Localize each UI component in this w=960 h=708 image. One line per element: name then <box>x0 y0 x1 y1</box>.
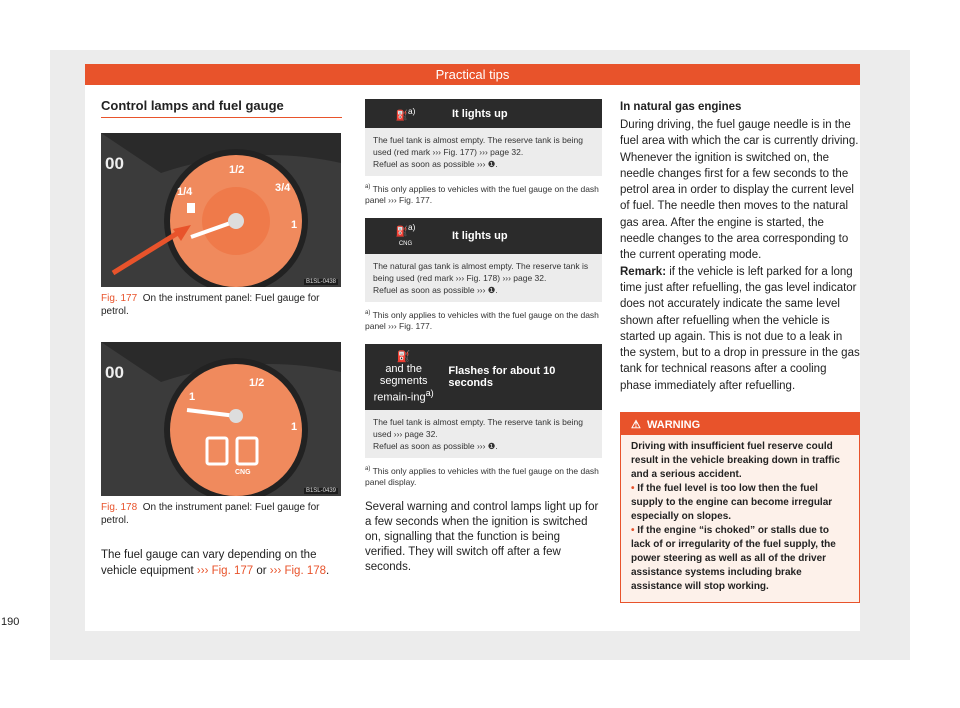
lamp-description <box>365 254 602 302</box>
warning-icon: ⚠ <box>631 419 641 432</box>
footnote-text: This only applies to vehicles with the fuel gauge on the dash panel ››› Fig. 177. <box>365 309 599 331</box>
remark-label: Remark: <box>620 265 667 278</box>
lamp-text: Refuel as soon as possible ››› ❶. <box>373 440 498 451</box>
lamp-text: Refuel as soon as possible ››› ❶. <box>373 159 498 169</box>
warning-box <box>620 412 860 603</box>
warning-bullet-text: If the fuel level is too low then the fuel supply to the engine can become irregular especially on slopes. <box>631 483 833 523</box>
warning-bullet-text: If the engine “is choked” or stalls due to lack of or irregularity of the fuel supply, the power steering as well as all of the driver assistance systems including brake assistance will stop working. <box>631 525 836 593</box>
footnote-text: This only applies to vehicles with the fuel gauge on the dash panel display. <box>365 465 599 487</box>
icon-label: and the segments remain-ing <box>373 362 428 404</box>
chapter-header <box>85 64 860 85</box>
figure-caption-text: On the instrument panel: Fuel gauge for petrol. <box>101 293 320 317</box>
gauge-text: 1/4 <box>177 186 193 198</box>
section-title: Control lamps and fuel gauge <box>101 98 342 118</box>
lamp-title: Flashes for about 10 seconds <box>448 364 556 389</box>
figure-id: B1SL-0438 <box>305 279 336 285</box>
gauge-text: 1 <box>291 421 298 433</box>
footnote <box>365 464 602 488</box>
lamp-row-segments <box>365 344 602 410</box>
warning-body <box>621 435 859 602</box>
gauge-text: CNG <box>235 469 251 476</box>
figure-177 <box>101 133 341 287</box>
warning-intro: Driving with insufficient fuel reserve could result in the vehicle breaking down in traffic and a serious accident. <box>631 441 840 481</box>
body-text-part: . <box>326 565 330 577</box>
lamp-row-fuel <box>365 99 602 128</box>
lamp-text: The natural gas tank is almost empty. The reserve tank is being used (red mark ››› Fig. 178) ››› page 32. <box>373 261 589 284</box>
lamp-row-cng <box>365 218 602 254</box>
column-left <box>101 98 342 579</box>
footnote-ref: a) <box>408 221 416 232</box>
bullet-icon: • <box>631 525 635 537</box>
column-right <box>620 101 860 603</box>
manual-page <box>1 64 860 631</box>
figure-label: Fig. 177 <box>101 293 138 304</box>
figure-id: B1SL-0439 <box>305 488 336 494</box>
gauge-text: 3/4 <box>275 182 291 194</box>
remark-text: if the vehicle is left parked for a long time just after refuelling, the gas level indicator does not accurately indicate the same level shown after refuelling when the vehicle is started up again. This is not due to a leak in the system, but to a drop in pressure in the gas tank for technical reasons after a cooling phase immediately after refuelling. <box>620 265 860 392</box>
figure-178 <box>101 342 341 496</box>
lamp-description <box>365 128 602 176</box>
gauge-text: 1 <box>291 219 298 231</box>
footnote <box>365 182 602 206</box>
lamp-text: The fuel tank is almost empty. The reserve tank is being used (red mark ››› Fig. 177) ››› page 32. <box>373 135 583 157</box>
figure-caption-text: On the instrument panel: Fuel gauge for petrol. <box>101 502 320 526</box>
warning-bullet <box>631 482 849 524</box>
bullet-icon: • <box>631 483 635 495</box>
warning-bullet <box>631 524 849 594</box>
figure-caption <box>101 501 342 527</box>
cng-gauge-illustration <box>101 342 341 496</box>
icon-label: CNG <box>398 241 413 248</box>
figure-link[interactable]: ››› Fig. 177 <box>196 565 254 577</box>
body-text-part: or <box>253 565 270 577</box>
chapter-title: Practical tips <box>435 67 510 82</box>
gauge-text: 1/2 <box>249 377 265 389</box>
figure-label: Fig. 178 <box>101 502 138 513</box>
warning-header <box>621 413 859 435</box>
column-middle <box>365 99 602 575</box>
gauge-text: 1 <box>189 391 196 403</box>
lamp-text: Refuel as soon as possible ››› ❶. <box>373 285 498 296</box>
footnote <box>365 308 602 332</box>
body-text-part: The fuel gauge can vary depending on the vehicle equipment <box>101 549 317 577</box>
warning-title: WARNING <box>647 419 701 432</box>
lamp-description <box>365 410 602 458</box>
footnote-mark: a) <box>365 310 371 317</box>
footnote-text: This only applies to vehicles with the fuel gauge on the dash panel ››› Fig. 177. <box>365 183 599 205</box>
gauge-text: 00 <box>105 363 124 382</box>
page-number: 190 <box>1 616 20 628</box>
cng-pump-icon: ⛽$^{a)}$ CNG <box>395 221 416 248</box>
lamp-title: It lights up <box>452 229 508 242</box>
fuel-gauge-illustration <box>101 133 341 287</box>
paragraph <box>620 264 860 394</box>
gauge-text: 00 <box>105 154 124 173</box>
lamp-text: The fuel tank is almost empty. The reserve tank is being used ››› page 32. <box>373 416 583 439</box>
footnote-mark: a) <box>365 465 371 472</box>
figure-caption <box>101 292 342 318</box>
figure-link[interactable]: ››› Fig. 178 <box>269 565 327 577</box>
paragraph: During driving, the fuel gauge needle is in the fuel area with which the car is currently driving. Whenever the ignition is switched on, the needle changes first for a few seconds to the petrol area in order to display the current level of fuel. The needle then moves to the natural gas area. After the engine is started, the needle changes to the area corresponding to the current operating mode. <box>620 119 859 262</box>
footnote-ref: a) <box>425 387 434 398</box>
body-text <box>101 547 342 579</box>
gauge-text: 1/2 <box>229 164 245 176</box>
body-text: Several warning and control lamps light up for a few seconds when the ignition is switched on, signalling that the function is being verified. They will switch off after a few seconds. <box>365 500 599 573</box>
footnote-ref: a) <box>408 105 416 116</box>
subheading: In natural gas engines <box>620 101 742 113</box>
fuel-pump-icon: ⛽ and the segments remain-ing$^{a)}$ <box>373 350 434 404</box>
fuel-pump-icon: ⛽$^{a)}$ <box>395 105 416 122</box>
footnote-mark: a) <box>365 184 371 190</box>
lamp-title: It lights up <box>452 107 508 120</box>
